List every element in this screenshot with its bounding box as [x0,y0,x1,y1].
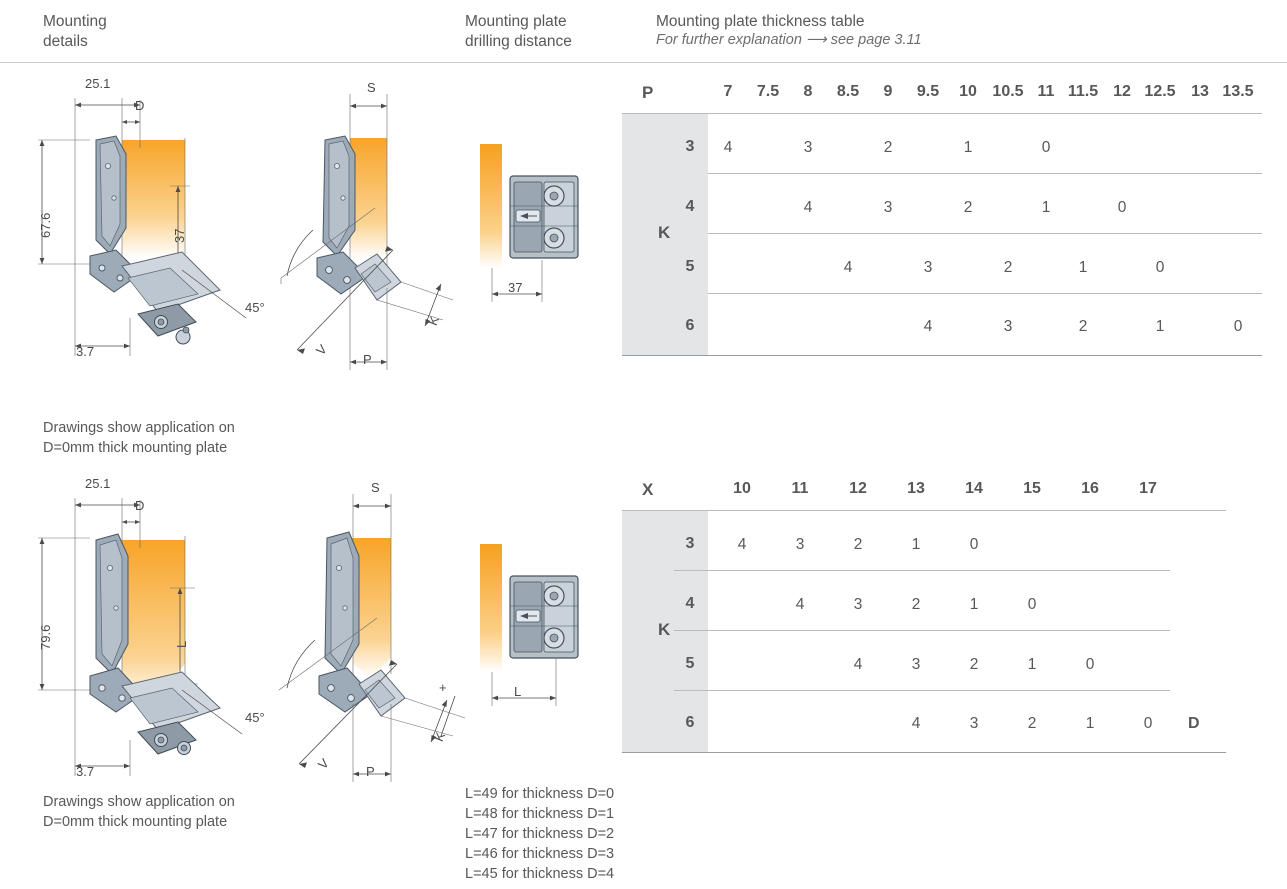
table-bottom-cell-2-6: 0 [1085,656,1095,673]
table-top-cell-3-7: 3 [1003,318,1013,335]
table-bottom-d-flag: D [1188,715,1200,732]
drawing-top-plate-svg [470,140,620,340]
table-top-cell-1-2: 4 [803,199,813,216]
table-top-cell-3-13: 0 [1233,318,1243,335]
table-bottom-cell-2-3: 3 [911,656,921,673]
table-bottom-col-6: 16 [1081,480,1099,497]
table-bottom-col-5: 15 [1023,480,1041,497]
header-col2-line1: Mounting plate [465,13,567,30]
dim-3-7-top: 3.7 [76,344,95,359]
dim-S-top: S [367,80,376,95]
table-bottom-row-head-2: 5 [685,655,695,672]
dim-K-bottom: K [431,729,449,744]
l-value-4: L=45 for thickness D=4 [465,866,615,882]
caption-top [43,418,235,458]
dim-3-7-bottom: 3.7 [76,764,95,779]
header-mounting-plate-drilling-distance [465,12,572,52]
table-top-cell-2-5: 3 [923,259,933,276]
header-col1-line2: details [43,33,88,50]
table-bottom-col-7: 17 [1139,480,1157,497]
table-top-cell-2-3: 4 [843,259,853,276]
header-divider [0,62,1287,63]
table-bottom-cell-3-6: 1 [1085,715,1095,732]
dim-K-top: K [425,313,443,328]
dim-25-1-bottom: 25.1 [85,476,111,491]
caption-top-line2: D=0mm thick mounting plate [43,440,228,456]
table-top-cell-3-9: 2 [1078,318,1088,335]
dim-67-6: 67.6 [38,212,53,238]
drawing-bottom-middle-svg [225,478,485,788]
drawing-top-middle [225,78,475,378]
table-top-col-5: 9.5 [916,83,940,100]
table-bottom-row-head-0: 3 [685,535,695,552]
table-top-cell-2-9: 1 [1078,259,1088,276]
dim-S-bottom: S [371,480,380,495]
table-bottom-cell-2-2: 4 [853,656,863,673]
table-top-corner-label: P [642,83,654,102]
table-top-cell-2-11: 0 [1155,259,1165,276]
table-top-col-6: 10 [959,83,977,100]
table-top-col-4: 9 [883,83,893,100]
drawing-bottom-plate-svg [470,540,620,740]
dim-L-left: L [174,640,189,648]
header-col3-title: Mounting plate thickness table [656,13,865,30]
table-top-col-11: 12.5 [1144,83,1176,100]
table-bottom-cell-1-2: 3 [853,596,863,613]
drawing-top-plate [470,140,620,340]
table-bottom-cell-3-3: 4 [911,715,921,732]
table-bottom-cell-2-5: 1 [1027,656,1037,673]
table-top-row-head-1: 4 [685,198,695,215]
table-top-row-head-3: 6 [685,317,695,334]
dim-P-bottom: P [366,764,375,779]
caption-bottom-line1: Drawings show application on [43,794,235,810]
table-bottom-cell-2-4: 2 [969,656,979,673]
table-top-col-1: 7.5 [756,83,780,100]
table-top-col-10: 12 [1113,83,1131,100]
table-bottom-cell-0-2: 2 [853,536,863,553]
table-bottom-cell-1-3: 2 [911,596,921,613]
table-bottom-cell-1-5: 0 [1027,596,1037,613]
l-value-1: L=48 for thickness D=1 [465,806,615,822]
table-bottom-row-head-3: 6 [685,714,695,731]
dim-37-plate: 37 [508,280,523,295]
table-bottom-col-2: 12 [849,480,867,497]
table-top-cell-1-10: 0 [1117,199,1127,216]
table-bottom-col-0: 10 [733,480,751,497]
table-top-cell-1-4: 3 [883,199,893,216]
table-bottom-cell-0-3: 1 [911,536,921,553]
table-top-col-13: 13.5 [1222,83,1254,100]
table-top-cell-1-6: 2 [963,199,973,216]
dim-25-1-top: 25.1 [85,76,111,91]
table-top-cell-0-4: 2 [883,139,893,156]
table-top-cell-3-11: 1 [1155,318,1165,335]
dim-79-6: 79.6 [38,624,53,650]
table-top-col-12: 13 [1191,83,1209,100]
dim-D-top: D [135,98,145,113]
table-bottom-col-4: 14 [965,480,983,497]
header-col3-subtitle: For further explanation ⟶ see page 3.11 [656,32,922,48]
caption-bottom [43,792,235,832]
l-value-2: L=47 for thickness D=2 [465,826,615,842]
table-top-col-0: 7 [723,83,733,100]
table-top-col-8: 11 [1037,83,1055,100]
dim-37-left: 37 [172,228,187,243]
table-top-cell-2-7: 2 [1003,259,1013,276]
table-top-cell-0-2: 3 [803,139,813,156]
table-bottom-cell-0-4: 0 [969,536,979,553]
table-top-cell-1-8: 1 [1041,199,1051,216]
dim-45-bottom: 45° [245,710,265,725]
header-col1-line1: Mounting [43,13,107,30]
table-bottom-col-3: 13 [907,480,925,497]
table-top-col-9: 11.5 [1067,83,1099,100]
header-mounting-details [43,12,107,52]
table-bottom-cell-3-5: 2 [1027,715,1037,732]
caption-top-line1: Drawings show application on [43,420,235,436]
table-top-row-head-2: 5 [685,258,695,275]
dim-L-plate: L [514,684,522,699]
table-top-cell-0-0: 4 [723,139,733,156]
table-top-cell-3-5: 4 [923,318,933,335]
table-bottom-side-label: K [658,620,671,639]
drawing-bottom-plate [470,540,620,740]
dim-D-bottom: D [135,498,145,513]
table-top-col-3: 8.5 [836,83,860,100]
table-top-col-7: 10.5 [992,83,1024,100]
table-bottom-corner-label: X [642,480,654,499]
dim-P-top: P [363,352,372,367]
drawing-top-middle-svg [225,78,475,378]
table-bottom-cell-3-7: 0 [1143,715,1153,732]
l-value-3: L=46 for thickness D=3 [465,846,615,862]
dim-V-bottom: V [315,755,332,773]
table-bottom-cell-3-4: 3 [969,715,979,732]
dim-plus-bottom: + [439,680,447,695]
header-col2-line2: drilling distance [465,33,572,50]
header-thickness-table [656,12,865,32]
table-bottom-cell-1-1: 4 [795,596,805,613]
drawing-bottom-middle [225,478,485,788]
table-top-row-head-0: 3 [685,138,695,155]
l-value-0: L=49 for thickness D=0 [465,786,615,802]
table-top-side-label: K [658,223,671,242]
l-value-list [465,784,614,884]
dim-45-top: 45° [245,300,265,315]
dim-V-top: V [313,341,330,359]
table-bottom-cell-0-1: 3 [795,536,805,553]
table-bottom-col-1: 11 [791,480,809,497]
table-bottom-row-head-1: 4 [685,595,695,612]
table-top-cell-0-6: 1 [963,139,973,156]
table-bottom-cell-0-0: 4 [737,536,747,553]
table-bottom-cell-1-4: 1 [969,596,979,613]
caption-bottom-line2: D=0mm thick mounting plate [43,814,228,830]
table-top-col-2: 8 [803,83,813,100]
table-top-cell-0-8: 0 [1041,139,1051,156]
